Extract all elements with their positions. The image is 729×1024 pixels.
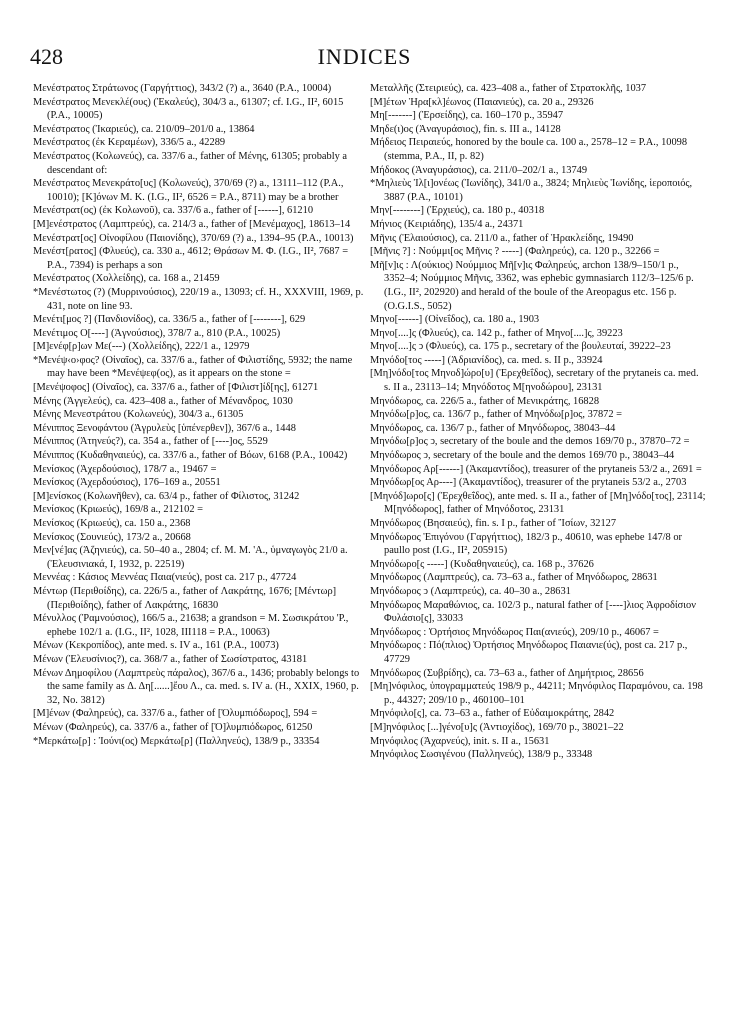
index-entry: Μενέστ[ρατος] (Φλυεύς), ca. 330 a., 4612; Θράσων Μ. Φ. (I.G., II², 7687 = P.A., 7394) is perhaps a son bbox=[33, 246, 349, 271]
index-entry: Μηνόδωρο[ς -----] (Κυδαθηναιεύς), ca. 168 p., 37626 bbox=[370, 558, 594, 570]
index-entry: Μηνόδωρος Αρ[------] (Ἀκαμαντίδος), treasurer of the prytaneis 53/2 a., 2691 = bbox=[370, 463, 702, 475]
index-entry: Μηνόδωρος ↄ (Λαμπτρεύς), ca. 40–30 a., 28631 bbox=[370, 585, 571, 597]
index-entry: Μένης Μενεστράτου (Κολωνεύς), 304/3 a., 61305 bbox=[33, 409, 244, 421]
index-entry: Μηνόφιλος (Ἀχαρνεύς), init. s. II a., 15631 bbox=[370, 735, 550, 747]
index-entry: Μηνόδο[τος -----] (Ἀδριανίδος), ca. med. s. II p., 33924 bbox=[370, 354, 603, 366]
index-entry: Μενίσκος (Ἀχερδούσιος), 178/7 a., 19467 = bbox=[33, 463, 217, 475]
index-entry: [Μ]ένων (Φαληρεύς), ca. 337/6 a., father of [Ὀλυμπιόδωρος], 594 = bbox=[33, 708, 318, 720]
index-entry: Μεννέας : Κάσιος Μεννέας Παια(νιεύς), post ca. 217 p., 47724 bbox=[33, 572, 297, 584]
index-entry: [Μη]νόδο[τος Μηνοδ]ώρο[υ] (Ἐρεχθεΐδος), secretary of the prytaneis ca. med. s. II a., 23113–14; Μηνόδοτος Μ[ηνοδώρου], 23131 bbox=[370, 368, 699, 394]
index-entry: Μη[-------] (Ἑρσείδης), ca. 160–170 p., 35947 bbox=[370, 110, 564, 122]
index-entry: Μενέστρατ(ος) (ἐκ Κολωνοῦ), ca. 337/6 a., father of [------], 61210 bbox=[33, 205, 314, 217]
index-entry: [Μ]ενέφ[ρ]ων Με(---) (Χολλείδης), 222/1 a., 12979 bbox=[33, 341, 250, 353]
index-entry: Μενέστρατος (Χολλείδης), ca. 168 a., 21459 bbox=[33, 273, 220, 285]
index-entry: Μηνόδω[ρ]ος ↄ, secretary of the boule and the demos 169/70 p., 37870–72 = bbox=[370, 436, 690, 448]
index-entry: Μηνόδω[ρ]ος, ca. 136/7 p., father of Μηνόδω[ρ]ος, 37872 = bbox=[370, 409, 623, 421]
index-entry: Μηνο[....]ς ↄ (Φλυεύς), ca. 175 p., secretary of the βουλευταί, 39222–23 bbox=[370, 341, 671, 353]
index-entry: [Μη]νόφιλος, ὑπογραμματεύς 198/9 p., 44211; Μηνόφιλος Παραμόνου, ca. 198 p., 44327; 209/10 p., 460100–101 bbox=[370, 681, 703, 706]
index-entry: *Μηλιεὺς Ἰλ[ι]ονέως (Ἰωνίδης), 341/0 a., 3824; Μηλιεὺς Ἰωνίδης, ἱεροποιός, 3887 (P.A., 10101) bbox=[370, 178, 693, 203]
index-entry: Μῆ[ν]ις : Λ(ούκιος) Νούμμιος Μῆ[ν]ις Φαληρεύς, archon 138/9–150/1 p., 3352–4; Νούμμιος Μῆνις, 3362, was ephebic gymnasiarch 112/3–125/6 p. (I.G., II², 202920) and herald of the boule of the Areopagus etc. 156 p. (O.G.I.S., 5052) bbox=[370, 259, 694, 312]
index-entry: Μενέστρατος (Ἰκαριεύς), ca. 210/09–201/0 a., 13864 bbox=[33, 123, 255, 135]
index-entry: Μενέστρατος Μενεκλέ(ους) (Ἐκαλεύς), 304/3 a., 61307; cf. I.G., II², 6015 (P.A., 10005) bbox=[33, 96, 344, 122]
index-entry: Μηνόφιλο[ς], ca. 73–63 a., father of Εὐδαιμοκράτης, 2842 bbox=[370, 708, 615, 720]
index-entry: Μῆνις (Ἐλαιούσιος), ca. 211/0 a., father of Ἡρακλείδης, 19490 bbox=[370, 232, 634, 244]
index-entry: Μενίσκος (Κριωεύς), 169/8 a., 212102 = bbox=[33, 504, 203, 516]
index-entry: Μένων (Φαληρεύς), ca. 337/6 a., father of [Ὀ]λυμπιόδωρος, 61250 bbox=[33, 721, 313, 733]
index-entry: [Μ]έτων Ἡρα[κλ]έωνος (Παιανιεύς), ca. 20 a., 29326 bbox=[370, 96, 594, 108]
page-number: 428 bbox=[30, 44, 63, 69]
index-entry: Μενίσκος (Σουνιεύς), 173/2 a., 20668 bbox=[33, 531, 191, 543]
index-entry: Μενέστρατος Στράτωνος (Γαργήττιος), 343/2 (?) a., 3640 (P.A., 10004) bbox=[33, 83, 332, 94]
index-entry: Μην[--------] (Ἐρχιεύς), ca. 180 p., 40318 bbox=[370, 205, 545, 217]
index-entry: [Μενέψοφος] (Οἰναῖος), ca. 337/6 a., father of [Φιλιστ]ίδ[ης], 61271 bbox=[33, 382, 319, 394]
index-entry: [Μηνόδ]ωρο[ς] (Ἐρεχθεΐδος), ante med. s. II a., father of [Μη]νόδο[τος], 23114; Μ[ηνόδωρος], father of Μηνόδοτος, 23131 bbox=[370, 490, 706, 516]
index-entry: Μένιππος Ξενοφάντου (Ἀγρυλεὺς [ὑπένερθεν]), 367/6 a., 1448 bbox=[33, 422, 296, 434]
index-entry: Μηδε(ι)ος (Ἀναγυράσιος), fin. s. III a., 14128 bbox=[370, 123, 561, 135]
index-entry: Μέντωρ (Περιθοίδης), ca. 226/5 a., father of Λακράτης, 1676; [Μέντωρ] (Περιθοίδης), father of Λακράτης, 16830 bbox=[33, 585, 337, 611]
index-entry: Μένυλλος (Ῥαμνούσιος), 166/5 a., 21638; a grandson = M. Σωσικράτου 'P., ephebe 102/1 a. (I.G., II², 1028, III118 = P.A., 10063) bbox=[33, 613, 349, 638]
index-entry: Μηνόδωρος (Λαμπτρεύς), ca. 73–63 a., father of Μηνόδωρος, 28631 bbox=[370, 572, 658, 584]
index-entry: Μηνόδωρος, ca. 226/5 a., father of Μενικράτης, 16828 bbox=[370, 395, 600, 407]
page-title: INDICES bbox=[317, 44, 412, 69]
index-entry: [Μ]ενίσκος (Κολωνῆθεν), ca. 63/4 p., father of Φίλιστος, 31242 bbox=[33, 490, 300, 502]
index-entry: Μενέστρατος (ἐκ Κεραμέων), 336/5 a., 42289 bbox=[33, 137, 226, 149]
index-entry: Μένων (Κεκροπίδος), ante med. s. IV a., 161 (P.A., 10073) bbox=[33, 640, 279, 652]
index-entry: Μηνο[....]ς (Φλυεύς), ca. 142 p., father of Μηνο[....]ς, 39223 bbox=[370, 327, 623, 339]
index-entry: Μένων Δημοφίλου (Λαμπτρεὺς πάραλος), 367/6 a., 1436; probably belongs to the same family as Δ. Δη[......]ἔου Λ., ca. med. s. IV a. (H., XXIX, 1960, p. 32, No. 3812) bbox=[33, 667, 360, 706]
right-column bbox=[370, 82, 706, 762]
index-entry: Μενέτι[μος ?] (Πανδιονίδος), ca. 336/5 a., father of [--------], 629 bbox=[33, 314, 306, 326]
index-entry: Μηνόδωρος, ca. 136/7 p., father of Μηνόδωρος, 38043–44 bbox=[370, 422, 616, 434]
index-entry: [Μῆνις ?] : Νούμμι[ος Μῆνις ? -----] (Φαληρεύς), ca. 120 p., 32266 = bbox=[370, 246, 660, 258]
index-entry: Μηνόδωρος : Ὀρτήσιος Μηνόδωρος Παι(ανιεύς), 209/10 p., 46067 = bbox=[370, 626, 659, 638]
index-entry: Μήδειος Πειραιεύς, honored by the boule ca. 100 a., 2578–12 = P.A., 10098 (stemma, P.A., II, p. 82) bbox=[370, 137, 688, 162]
index-entry: Μενέστρατ[ος] Οἰνοφίλου (Παιονίδης), 370/69 (?) a., 1394–95 (P.A., 10013) bbox=[33, 232, 354, 244]
index-entry: Μενίσκος (Κριωεύς), ca. 150 a., 2368 bbox=[33, 518, 191, 529]
index-entry: Μήδοκος (Ἀναγυράσιος), ca. 211/0–202/1 a., 13749 bbox=[370, 164, 588, 176]
index-entry: Μεν[νέ]ας (Ἀζηνιεύς), ca. 50–40 a., 2804; cf. M. M. 'A., ὑμναγωγὸς 21/0 a. (Ἐλευσινιακά, I, 1932, p. 22519) bbox=[33, 545, 348, 570]
index-entry: Μήνιος (Κειριάδης), 135/4 a., 24371 bbox=[370, 218, 524, 230]
index-entry: [Μ]ηνόφιλος [...]γένο[υ]ς (Ἀντιοχίδος), 169/70 p., 38021–22 bbox=[370, 721, 624, 733]
index-entry: Μηνόδωρος : Πό(πλιος) Ὁρτήσιος Μηνόδωρος Παιανιε(ύς), post ca. 217 p., 47729 bbox=[370, 640, 688, 665]
index-entry: Μενίσκος (Ἀχερδούσιος), 176–169 a., 20551 bbox=[33, 477, 221, 489]
index-entry: Μηνόδωρος ↄ, secretary of the boule and the demos 169/70 p., 38043–44 bbox=[370, 450, 675, 462]
index-entry: *Μενέστωτος (?) (Μυρρινούσιος), 220/19 a., 13093; cf. H., XXXVIII, 1969, p. 431, note on line 93. bbox=[33, 286, 364, 312]
index-entry: Μηνόφιλος Σωσιγένου (Παλληνεύς), 138/9 p., 33348 bbox=[370, 749, 593, 761]
index-entry: Μενέστρατος (Κολωνεύς), ca. 337/6 a., father of Μένης, 61305; probably a descendant of: bbox=[33, 150, 347, 176]
left-column bbox=[33, 82, 369, 748]
index-entry: *Μενέψ‹ο›φος? (Οἰναῖος), ca. 337/6 a., father of Φιλιστίδης, 5932; the name may have been *Μενέψεφ(ος), as it appears on the stone = bbox=[33, 354, 353, 380]
page-header bbox=[0, 42, 729, 72]
index-entry: Μηνόδωρος (Συβρίδης), ca. 73–63 a., father of Δημήτριος, 28656 bbox=[370, 667, 644, 679]
index-entry: Μηνόδωρος Ἐπιγόνου (Γαργήττιος), 182/3 p., 40610, was ephebe 147/8 or paullo post (I.G., II², 205915) bbox=[370, 531, 682, 557]
index-entry: Μηνόδωρος Μαραθώνιος, ca. 102/3 p., natural father of [----]λιος Ἀφροδίσιον Φυλάσιο[ς], 33033 bbox=[370, 599, 696, 625]
index-entry: Μένιππος (Κυδαθηναιεύς), ca. 337/6 a., father of Βόων, 6168 (P.A., 10042) bbox=[33, 450, 348, 462]
index-entry: Μηνόδωρος (Βησαιεύς), fin. s. I p., father of Ἴσίων, 32127 bbox=[370, 518, 617, 529]
index-entry: Μηνο[------] (Οἰνεΐδος), ca. 180 a., 1903 bbox=[370, 314, 540, 326]
index-entry: Μενέτιμος Ο[----] (Ἀγνούσιος), 378/7 a., 810 (P.A., 10025) bbox=[33, 327, 281, 339]
index-entry: Μεταλλῆς (Στειριεύς), ca. 423–408 a., father of Στρατοκλῆς, 1037 bbox=[370, 83, 647, 94]
index-entry: Μένης (Ἀγγελεύς), ca. 423–408 a., father of Μένανδρος, 1030 bbox=[33, 395, 293, 407]
index-entry: Μένων (Ἐλευσίνιος?), ca. 368/7 a., father of Σωσίστρατος, 43181 bbox=[33, 653, 308, 665]
index-entry: *Μερκάτω[ρ] : Ἰούνι(ος) Μερκάτω[ρ] (Παλληνεύς), 138/9 p., 33354 bbox=[33, 735, 320, 747]
index-entry: Μηνόδωρ[ος Αρ----] (Ἀκαμαντίδος), treasurer of the prytaneis 53/2 a., 2703 bbox=[370, 477, 687, 489]
index-entry: Μένιππος (Ἀτηνεύς?), ca. 354 a., father of [----]ος, 5529 bbox=[33, 436, 268, 448]
index-entry: Μενέστρατος Μενεκράτο[υς] (Κολωνεύς), 370/69 (?) a., 13111–112 (P.A., 10010); [Κ]όνων Μ. Κ. (I.G., II², 6526 = P.A., 8711) may be a brother bbox=[33, 178, 344, 203]
index-entry: [Μ]ενέστρατος (Λαμπτρεύς), ca. 214/3 a., father of [Μενέμαχος], 18613–14 bbox=[33, 218, 351, 230]
